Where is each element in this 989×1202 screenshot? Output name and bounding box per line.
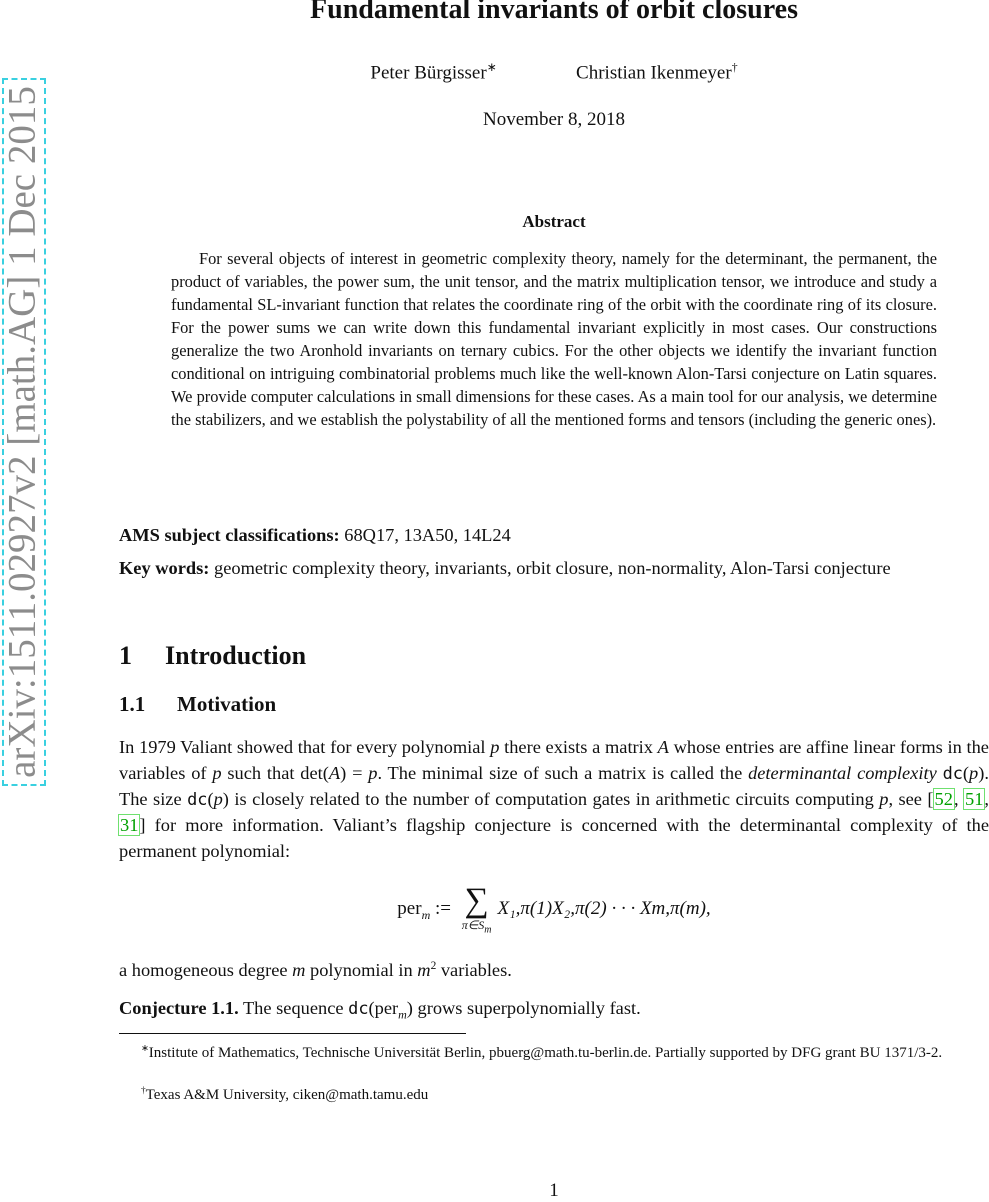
section-heading-introduction [119,641,306,671]
citation-link-51[interactable]: 51 [965,789,984,809]
motivation-paragraph: In 1979 Valiant showed that for every polynomial p there exists a matrix A whose entries are affine linear forms in the variables of p such that det(A) = p. The minimal size of such a matrix is called the determinantal complexity dc(p). The size dc(p) is closely related to the number of computation gates in arithmetic circuits computing p, see [52, 51, 31] for more information. Valiant’s flagship conjecture is concerned with the determinantal complexity of the permanent polynomial: [119,737,989,861]
footnote-2: †Texas A&M University, ciken@math.tamu.edu [141,1086,429,1103]
keywords [119,555,989,581]
author-1-mark: ∗ [486,61,497,74]
authors [0,60,989,84]
abstract-text: For several objects of interest in geometric complexity theory, namely for the determinant, the permanent, the product of variables, the power sum, the unit tensor, and the matrix multiplication tensor, we introduce and study a fundamental SL-invariant function that relates the coordinate ring of the orbit with the coordinate ring of its closure. For the power sums we can write down this fundamental invariant explicitly in most cases. Our constructions generalize the two Aronhold invariants on ternary cubics. For the other objects we identify the invariant function conditional on intriguing combinatorial problems much like the well-known Alon-Tarsi conjecture on Latin squares. We provide computer calculations in small dimensions for these cases. As a main tool for our analysis, we determine the stabilizers, and we establish the polystability of all the mentioned forms and tensors (including the generic ones). [171,249,937,429]
page-number: 1 [549,1180,559,1201]
citation-link-52[interactable]: 52 [934,789,953,809]
permanent-formula: per$_m$ := ∑ $\pi\in S_m$ X₁,π(1)X₂,π(2) · · · Xm,π(m), [397,882,711,936]
sum-symbol: ∑ $\pi\in S_m$ [461,882,492,936]
author-1: Peter Bürgisser [370,62,487,84]
section-title: Introduction [165,641,307,670]
abstract-heading: Abstract [522,212,586,231]
footnote-1: ∗Institute of Mathematics, Technische Universität Berlin, pbuerg@math.tu-berlin.de. Partially supported by DFG grant BU 1371/3-2. [141,1044,943,1061]
paper-date: November 8, 2018 [483,109,625,130]
author-2-mark: † [731,61,738,74]
section-number: 1 [119,641,132,670]
ams-label: AMS subject classifications: [119,525,340,545]
arxiv-stamp-text: arXiv:1511.02927v2 [math.AG] 1 Dec 2015 [0,86,44,778]
conjecture-label: Conjecture 1.1. [119,998,239,1018]
citation-link-31[interactable]: 31 [120,815,139,835]
subsection-heading-motivation [119,692,276,717]
ams-classifications [119,522,989,548]
subsection-number: 1.1 [119,692,146,716]
keywords-label: Key words: [119,558,210,578]
keywords-value: geometric complexity theory, invariants, orbit closure, non-normality, Alon-Tarsi conjecture [214,558,891,578]
ams-value: 68Q17, 13A50, 14L24 [344,525,511,545]
degree-sentence: a homogeneous degree m polynomial in $m^2$ variables. [119,960,512,981]
paper-title: Fundamental invariants of orbit closures [310,0,798,25]
footnote-rule [119,1033,466,1034]
author-2: Christian Ikenmeyer [576,62,732,84]
subsection-title: Motivation [177,692,277,716]
conjecture-1-1: Conjecture 1.1. The sequence dc(per$_m$) grows superpolynomially fast. [119,998,641,1022]
